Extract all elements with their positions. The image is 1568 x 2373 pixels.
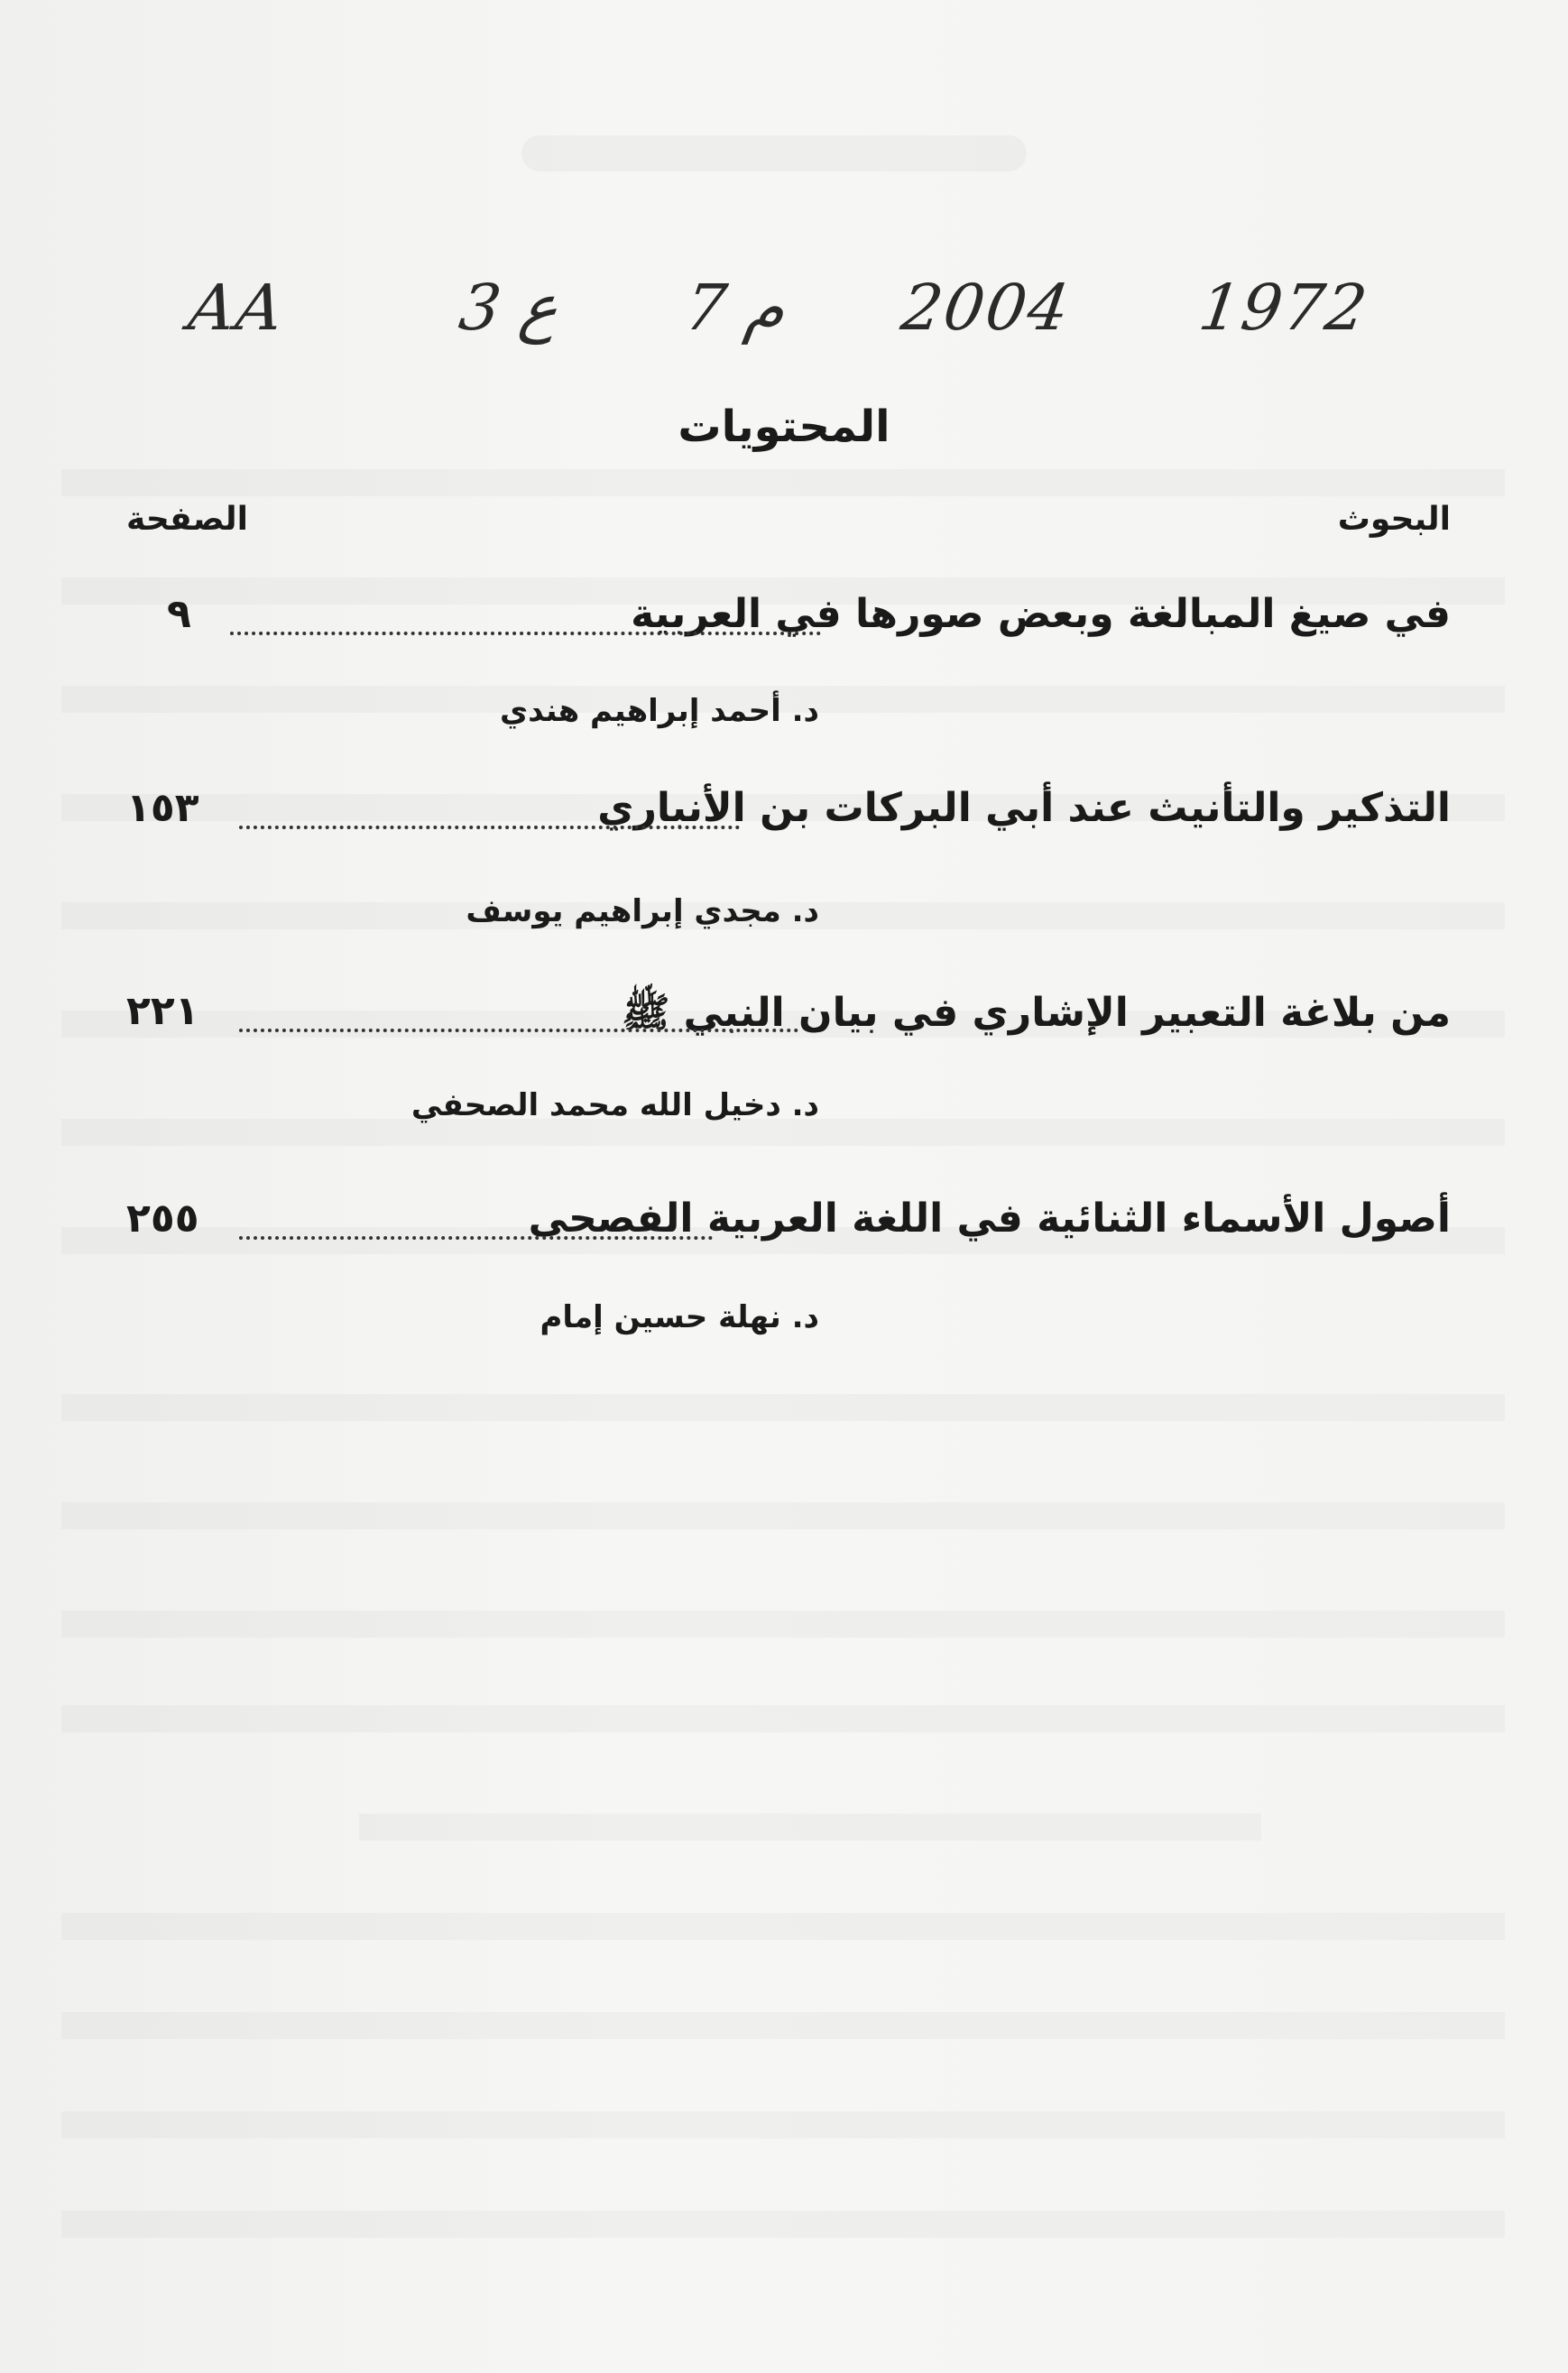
toc-entry-page: ٢٢١ <box>126 988 199 1034</box>
handwritten-month: 7 م <box>680 271 790 345</box>
column-header-research: البحوث <box>1337 501 1451 538</box>
toc-entry-title: في صيغ المبالغة وبعض صورها في العربية <box>631 591 1451 637</box>
leader-dots <box>239 1236 713 1240</box>
toc-entry-title: أصول الأسماء الثنائية في اللغة العربية الفصحى <box>528 1196 1451 1242</box>
handwritten-part: 3 ع <box>455 271 564 345</box>
page-title: المحتويات <box>678 402 890 452</box>
toc-entry-page: ٢٥٥ <box>126 1196 199 1242</box>
toc-entry-page: ١٥٣ <box>126 785 199 831</box>
leader-dots <box>239 826 740 829</box>
toc-entry-page: ٩ <box>167 591 191 637</box>
toc-entry-author: د. أحمد إبراهيم هندي <box>499 693 819 729</box>
toc-entry-title: من بلاغة التعبير الإشاري في بيان النبي ﷺ <box>622 990 1451 1036</box>
leader-dots <box>230 632 821 635</box>
handwritten-code: 1972 <box>1194 271 1373 345</box>
handwritten-ref: AA <box>184 271 290 345</box>
toc-entry-author: د. نهلة حسين إمام <box>540 1299 819 1335</box>
handwritten-year: 2004 <box>897 271 1075 345</box>
toc-entry-author: د. دخيل الله محمد الصحفي <box>410 1087 819 1123</box>
column-header-page: الصفحة <box>126 501 249 538</box>
leader-dots <box>239 1029 798 1032</box>
toc-entry-title: التذكير والتأنيث عند أبي البركات بن الأنباري <box>597 785 1451 831</box>
toc-entry-author: د. مجدي إبراهيم يوسف <box>466 893 819 929</box>
